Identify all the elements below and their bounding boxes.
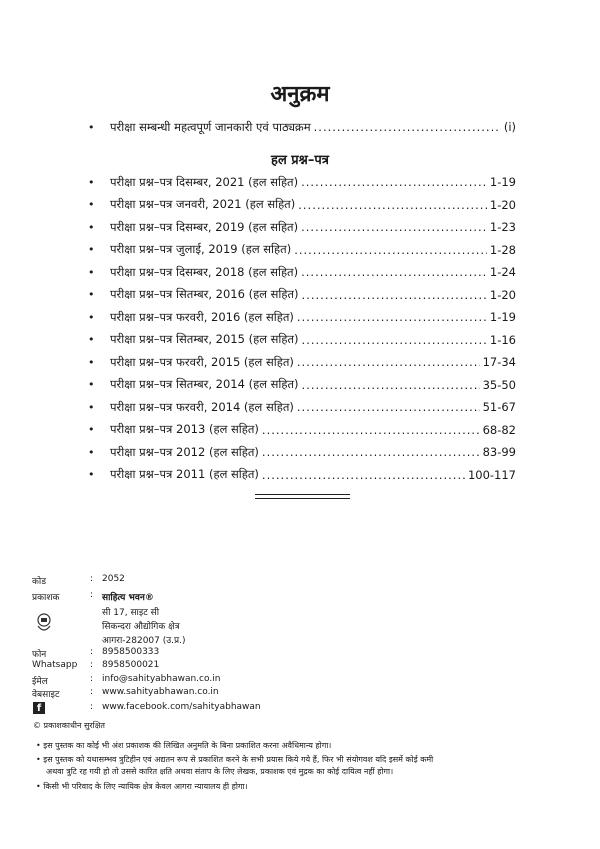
email-link[interactable]: info@sahityabhawan.co.in [102,674,221,684]
leader-dots [302,333,487,347]
bullet: • [88,288,95,301]
toc-item[interactable] [88,375,516,395]
leader-dots [262,423,480,437]
toc-item[interactable] [88,442,516,462]
toc-item-label: परीक्षा प्रश्न–पत्र सितम्बर, 2014 (हल सहित) [110,377,299,391]
bullet: • [88,243,95,256]
website-label: वेबसाइट [32,690,60,700]
leader-dots [302,378,480,392]
toc-item-label: परीक्षा प्रश्न–पत्र 2011 (हल सहित) [110,467,259,481]
toc-item-label: परीक्षा प्रश्न–पत्र जनवरी, 2021 (हल सहित) [110,197,296,211]
bullet: • [88,220,95,234]
toc-item-label: परीक्षा प्रश्न–पत्र सितम्बर, 2015 (हल सहित) [110,332,299,346]
colon: : [90,674,94,684]
toc-item[interactable] [88,307,516,327]
colon: : [90,702,94,712]
leader-dots [302,288,487,302]
facebook-link[interactable]: www.facebook.com/sahityabhawan [102,702,261,712]
leader-dots [297,355,480,369]
bullet: • [88,400,95,414]
bullet: • [88,175,95,189]
page-title: अनुक्रम [270,82,330,107]
email-label: ईमेल [32,677,48,687]
toc-item[interactable] [88,262,516,282]
toc-item[interactable] [88,172,516,192]
phone-label: फोन [32,650,47,660]
toc-item-page: 1-20 [489,197,516,212]
leader-dots [301,265,487,279]
toc-item-page: 83-99 [482,445,516,459]
toc-item-label: परीक्षा प्रश्न–पत्र सितम्बर, 2016 (हल सहित) [110,287,299,301]
toc-item[interactable] [88,195,516,215]
bullet: • [88,198,95,211]
leader-dots [314,120,501,134]
leader-dots [262,445,480,459]
whatsapp-label: Whatsapp [32,660,78,670]
publisher-logo-icon [35,612,53,634]
divider [255,494,350,495]
colon: : [90,660,94,670]
bullet: • [88,333,95,346]
divider [255,498,350,499]
whatsapp-value[interactable]: 8958500021 [102,660,160,670]
toc-item-label: परीक्षा प्रश्न–पत्र जुलाई, 2019 (हल सहित) [110,242,292,256]
note-1: • इस पुस्तक का कोई भी अंश प्रकाशक की लिखित अनुमति के बिना प्रकाशित करना अवैधिमान्य होगा। [36,741,332,750]
toc-item-page: 35-50 [482,377,516,392]
toc-item-page: 17-34 [482,355,516,369]
bullet: • [88,310,95,324]
leader-dots [294,243,487,257]
toc-item-page: 51-67 [482,400,516,414]
bullet: • [88,378,95,391]
publisher-name: साहित्य भवन® [102,593,154,603]
leader-dots [297,400,480,414]
copyright: © प्रकाशकाधीन सुरक्षित [33,721,105,730]
leader-dots [297,310,487,324]
toc-item[interactable] [88,285,516,305]
colon: : [90,590,94,600]
bullet: • [88,468,95,481]
bullet: • [88,265,95,279]
website-link[interactable]: www.sahityabhawan.co.in [102,687,219,697]
leader-dots [301,220,487,234]
toc-item[interactable] [88,330,516,350]
note-3: • किसी भी परिवाद के लिए न्यायिक क्षेत्र केवल आगरा न्यायालय ही होगा। [36,782,248,791]
toc-item-page: 1-23 [489,220,516,234]
toc-item[interactable] [88,465,516,485]
section-heading: हल प्रश्न–पत्र [271,153,329,168]
toc-item-label: परीक्षा प्रश्न–पत्र फरवरी, 2015 (हल सहित) [110,354,294,369]
toc-item-page: 1-24 [489,265,516,279]
leader-dots [262,468,465,482]
colon: : [90,647,94,657]
toc-item-label: परीक्षा प्रश्न–पत्र दिसम्बर, 2018 (हल सहित) [110,264,299,279]
toc-item-page: 1-28 [489,242,516,257]
toc-item[interactable] [88,420,516,440]
toc-intro-item[interactable] [88,117,516,137]
toc-item-label: परीक्षा प्रश्न–पत्र दिसम्बर, 2019 (हल सहित) [110,219,299,234]
toc-item-label: परीक्षा सम्बन्धी महत्वपूर्ण जानकारी एवं पाठ्यक्रम [110,119,311,134]
toc-item[interactable] [88,397,516,417]
note-2: • इस पुस्तक को यथासम्भव त्रुटिहीन एवं अद्यतन रूप से प्रकाशित करने के सभी प्रयास किये गये हैं, फिर भी संयोगवश यदि इसमें कोई कमी [36,755,434,764]
toc-item-page: 1-19 [489,175,516,189]
toc-item-label: परीक्षा प्रश्न–पत्र फरवरी, 2014 (हल सहित) [110,399,294,414]
code-value: 2052 [102,574,125,584]
toc-item-label: परीक्षा प्रश्न–पत्र दिसम्बर, 2021 (हल सहित) [110,174,299,189]
code-label: कोड [32,577,47,587]
leader-dots [298,198,487,212]
toc-item-page: (i) [503,120,516,134]
toc-item[interactable] [88,217,516,237]
bullet: • [88,120,95,134]
phone-value[interactable]: 8958500333 [102,647,160,657]
toc-item-label: परीक्षा प्रश्न–पत्र 2013 (हल सहित) [110,422,259,436]
toc-item[interactable] [88,352,516,372]
toc-item-label: परीक्षा प्रश्न–पत्र 2012 (हल सहित) [110,444,259,459]
toc-item-page: 1-16 [489,332,516,347]
toc-item-page: 1-20 [489,287,516,302]
note-2-cont: अथवा त्रुटि रह गयी हो तो उससे कारित क्षति अथवा संताप के लिए लेखक, प्रकाशक एवं मुद्रक का कोई दायित्व नहीं होगा। [46,767,394,776]
toc-item-page: 1-19 [489,310,516,324]
leader-dots [301,175,487,189]
bullet: • [88,423,95,436]
colon: : [90,574,94,584]
facebook-icon[interactable]: f [33,702,45,714]
bullet: • [88,355,95,369]
toc-item-page: 68-82 [482,422,516,437]
bullet: • [88,445,95,459]
toc-item-page: 100-117 [467,467,516,482]
toc-item[interactable] [88,240,516,260]
publisher-label: प्रकाशक [32,593,60,603]
toc-item-label: परीक्षा प्रश्न–पत्र फरवरी, 2016 (हल सहित) [110,309,294,324]
colon: : [90,687,94,697]
